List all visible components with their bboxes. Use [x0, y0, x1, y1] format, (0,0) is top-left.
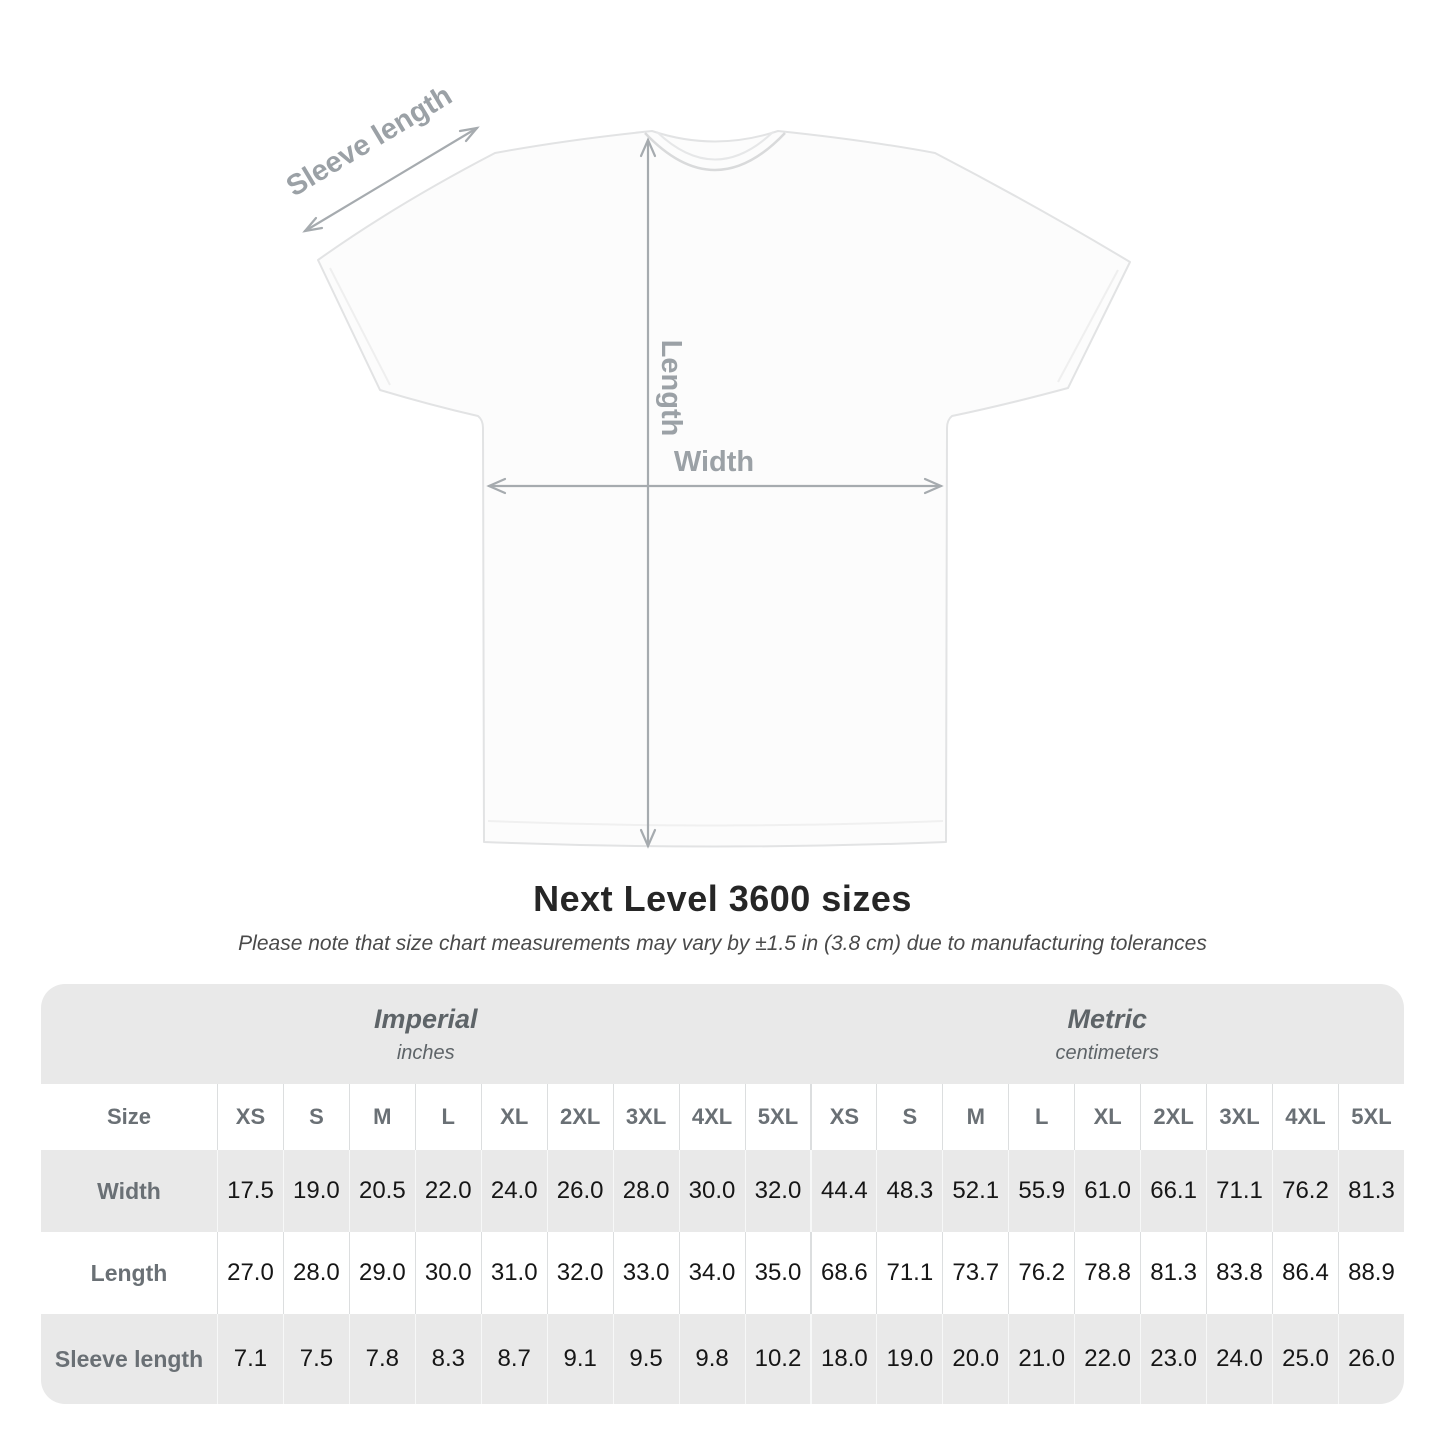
measurement-row-width	[41, 1150, 1404, 1232]
size-header-imperial-5xl: 5XL	[745, 1084, 811, 1150]
size-header-metric-l: L	[1008, 1084, 1074, 1150]
size-header-imperial-xs: XS	[217, 1084, 283, 1150]
value-cell: 55.9	[1008, 1150, 1074, 1232]
value-cell: 76.2	[1272, 1150, 1338, 1232]
value-cell: 21.0	[1008, 1314, 1074, 1404]
size-header-metric-3xl: 3XL	[1206, 1084, 1272, 1150]
value-cell: 32.0	[547, 1232, 613, 1314]
row-label: Length	[41, 1232, 217, 1314]
size-header-imperial-m: M	[349, 1084, 415, 1150]
sleeve-length-label: Sleeve length	[280, 79, 458, 204]
value-cell: 28.0	[613, 1150, 679, 1232]
value-cell: 33.0	[613, 1232, 679, 1314]
value-cell: 24.0	[1206, 1314, 1272, 1404]
value-cell: 7.1	[217, 1314, 283, 1404]
value-cell: 9.1	[547, 1314, 613, 1404]
size-column-header: Size	[41, 1084, 217, 1150]
value-cell: 8.3	[415, 1314, 481, 1404]
value-cell: 26.0	[1338, 1314, 1404, 1404]
value-cell: 30.0	[679, 1150, 745, 1232]
value-cell: 71.1	[876, 1232, 942, 1314]
value-cell: 31.0	[481, 1232, 547, 1314]
value-cell: 22.0	[1074, 1314, 1140, 1404]
value-cell: 22.0	[415, 1150, 481, 1232]
metric-group-unit: centimeters	[1055, 1041, 1159, 1064]
value-cell: 20.5	[349, 1150, 415, 1232]
size-header-imperial-2xl: 2XL	[547, 1084, 613, 1150]
tshirt-outline	[318, 131, 1130, 847]
size-header-metric-2xl: 2XL	[1140, 1084, 1206, 1150]
imperial-group-unit: inches	[396, 1041, 455, 1064]
value-cell: 61.0	[1074, 1150, 1140, 1232]
imperial-group-name: Imperial	[373, 1003, 478, 1034]
size-header-metric-s: S	[876, 1084, 942, 1150]
row-label: Sleeve length	[41, 1314, 217, 1404]
value-cell: 83.8	[1206, 1232, 1272, 1314]
value-cell: 19.0	[876, 1314, 942, 1404]
value-cell: 29.0	[349, 1232, 415, 1314]
value-cell: 18.0	[810, 1314, 876, 1404]
value-cell: 7.5	[283, 1314, 349, 1404]
value-cell: 8.7	[481, 1314, 547, 1404]
value-cell: 23.0	[1140, 1314, 1206, 1404]
size-header-metric-4xl: 4XL	[1272, 1084, 1338, 1150]
value-cell: 76.2	[1008, 1232, 1074, 1314]
title-block	[0, 878, 1445, 956]
value-cell: 35.0	[745, 1232, 811, 1314]
size-header-row	[41, 1084, 1404, 1150]
size-header-imperial-xl: XL	[481, 1084, 547, 1150]
unit-group-header-row	[41, 984, 1404, 1084]
size-header-metric-5xl: 5XL	[1338, 1084, 1404, 1150]
value-cell: 71.1	[1206, 1150, 1272, 1232]
size-header-metric-m: M	[942, 1084, 1008, 1150]
value-cell: 20.0	[942, 1314, 1008, 1404]
value-cell: 27.0	[217, 1232, 283, 1314]
chart-title: Next Level 3600 sizes	[533, 878, 912, 919]
value-cell: 73.7	[942, 1232, 1008, 1314]
value-cell: 9.8	[679, 1314, 745, 1404]
value-cell: 34.0	[679, 1232, 745, 1314]
size-header-imperial-3xl: 3XL	[613, 1084, 679, 1150]
value-cell: 48.3	[876, 1150, 942, 1232]
value-cell: 32.0	[745, 1150, 811, 1232]
value-cell: 81.3	[1338, 1150, 1404, 1232]
length-label: Length	[655, 339, 687, 437]
size-header-imperial-l: L	[415, 1084, 481, 1150]
value-cell: 25.0	[1272, 1314, 1338, 1404]
value-cell: 88.9	[1338, 1232, 1404, 1314]
imperial-group-header	[41, 984, 810, 1084]
value-cell: 10.2	[745, 1314, 811, 1404]
chart-subtitle: Please note that size chart measurements may vary by ±1.5 in (3.8 cm) due to manufacturing tolerances	[238, 932, 1207, 955]
value-cell: 66.1	[1140, 1150, 1206, 1232]
size-header-metric-xl: XL	[1074, 1084, 1140, 1150]
size-header-metric-xs: XS	[810, 1084, 876, 1150]
value-cell: 26.0	[547, 1150, 613, 1232]
value-cell: 17.5	[217, 1150, 283, 1232]
value-cell: 86.4	[1272, 1232, 1338, 1314]
width-label: Width	[673, 446, 755, 478]
value-cell: 30.0	[415, 1232, 481, 1314]
value-cell: 24.0	[481, 1150, 547, 1232]
row-label: Width	[41, 1150, 217, 1232]
value-cell: 44.4	[810, 1150, 876, 1232]
value-cell: 19.0	[283, 1150, 349, 1232]
metric-group-header	[810, 984, 1404, 1084]
size-header-imperial-s: S	[283, 1084, 349, 1150]
size-header-imperial-4xl: 4XL	[679, 1084, 745, 1150]
metric-group-name: Metric	[1067, 1003, 1147, 1034]
value-cell: 78.8	[1074, 1232, 1140, 1314]
value-cell: 81.3	[1140, 1232, 1206, 1314]
measurement-row-length	[41, 1232, 1404, 1314]
value-cell: 52.1	[942, 1150, 1008, 1232]
value-cell: 28.0	[283, 1232, 349, 1314]
value-cell: 9.5	[613, 1314, 679, 1404]
measurement-row-sleeve-length	[41, 1314, 1404, 1404]
value-cell: 7.8	[349, 1314, 415, 1404]
size-table	[41, 984, 1404, 1404]
value-cell: 68.6	[810, 1232, 876, 1314]
